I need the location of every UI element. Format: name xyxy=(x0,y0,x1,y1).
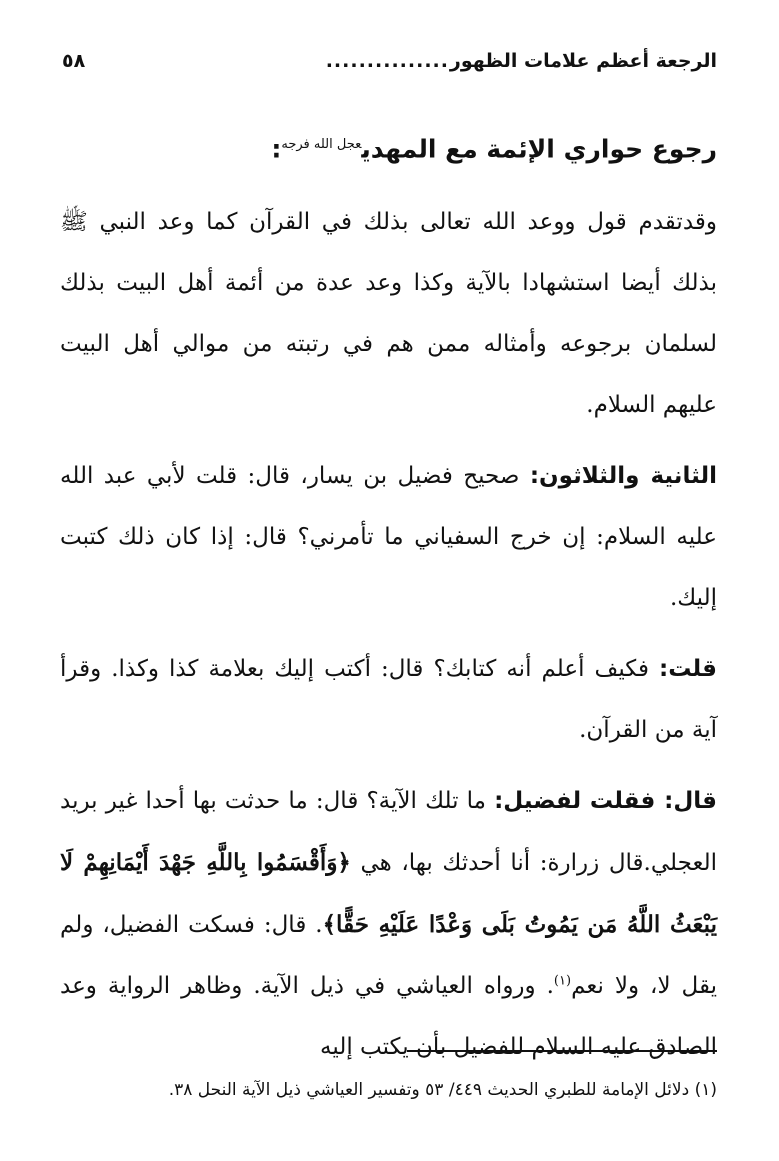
paragraph-4-lead: قال: فقلت لفضيل: xyxy=(494,788,717,815)
paragraph-4-body-b: . قال: فسكت الفضيل، ولم يقل لا، ولا نعم xyxy=(60,912,717,1000)
running-title: الرجعة أعظم علامات الظهور xyxy=(449,50,717,72)
honorific-glyph: عجل الله فرجه xyxy=(281,137,362,152)
running-header xyxy=(60,40,717,80)
paragraph-3-lead: قلت: xyxy=(659,656,717,683)
section-heading xyxy=(60,128,717,166)
page-number: ٥٨ xyxy=(62,50,86,72)
footnote: (١) دلائل الإمامة للطبري الحديث ٤٤٩/ ٥٣ وتفسير العياشي ذيل الآية النحل ٣٨. xyxy=(168,1080,717,1100)
paragraph-2-lead: الثانية والثلاثون: xyxy=(529,463,717,490)
section-heading-colon: : xyxy=(271,134,282,164)
paragraph-3 xyxy=(60,639,717,761)
paragraph-1: وقدتقدم قول ووعد الله تعالى بذلك في القرآن كما وعد النبي ﷺ بذلك أيضا استشهادا بالآية وكذا وعد عدة من أئمة أهل البيت بذلك لسلمان برجوعه وأمثاله ممن هم في رتبته من موالي أهل البيت عليهم السلام. xyxy=(60,209,717,419)
quran-verse: ﴿وَأَقْسَمُوا بِاللَّهِ جَهْدَ أَيْمَانِهِمْ لَا يَبْعَثُ اللَّهُ مَن يَمُوتُ بَلَى وَعْدًا عَلَيْهِ حَقًّا﴾ xyxy=(60,849,717,939)
paragraph-4-body-c: . ورواه العياشي في ذيل الآية. وظاهر الرواية وعد الصادق عليه السلام للفضيل بأن يكتب إليه xyxy=(60,973,717,1061)
footnote-divider xyxy=(407,1050,717,1052)
paragraph-4-body-a: ما تلك الآية؟ قال: ما حدثت بها أحدا غير بريد العجلي.قال زرارة: أنا أحدثك بها، هي xyxy=(60,788,717,877)
paragraph-2-body: صحيح فضيل بن يسار، قال: قلت لأبي عبد الله عليه السلام: إن خرج السفياني ما تأمرني؟ قال: إذا كان ذلك كتبت إليك. xyxy=(60,463,717,612)
header-leader-dots: ............... xyxy=(325,50,449,72)
paragraph-3-body: فكيف أعلم أنه كتابك؟ قال: أكتب إليك بعلامة كذا وكذا. وقرأ آية من القرآن. xyxy=(60,656,717,744)
paragraph-2 xyxy=(60,446,717,629)
section-heading-text: رجوع حواري الإئمة مع المهدي xyxy=(361,134,717,164)
footnote-marker[interactable]: (١) xyxy=(553,973,572,989)
paragraph-4 xyxy=(60,771,717,1078)
